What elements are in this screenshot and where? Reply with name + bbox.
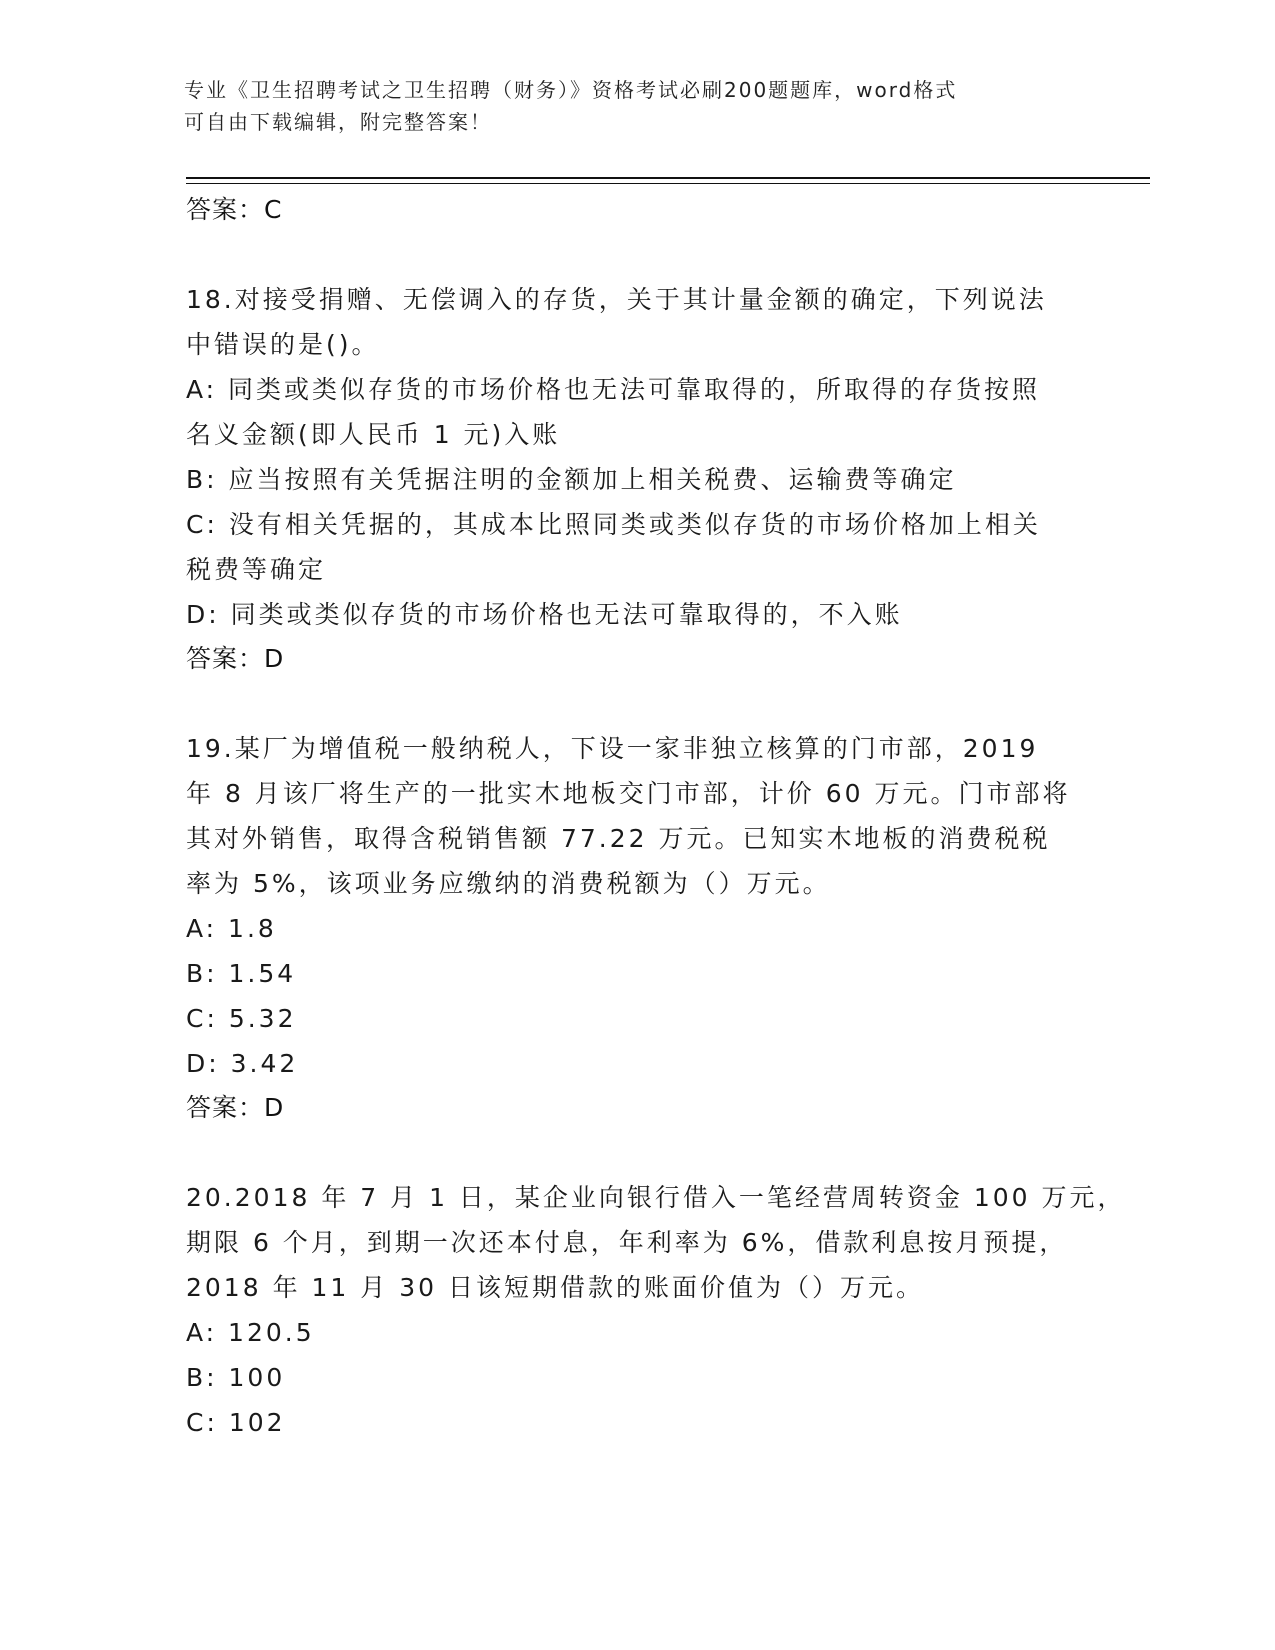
question-20 [186,1175,1126,1445]
option-a [186,906,1086,951]
option-line: B: 100 [186,1363,286,1392]
question-stem [186,277,1086,367]
option-line: D: 同类或类似存货的市场价格也无法可靠取得的，不入账 [186,600,903,629]
option-line: A: 同类或类似存货的市场价格也无法可靠取得的，所取得的存货按照 [186,375,1041,404]
option-c [186,1400,1086,1445]
document-header [184,74,1064,138]
option-line: C: 5.32 [186,1004,297,1033]
question-stem [186,726,1086,906]
option-line: B: 1.54 [186,959,297,988]
stem-line: 中错误的是()。 [186,330,380,359]
spacer [186,232,1086,277]
question-content [186,188,1126,1445]
header-divider [186,177,1150,179]
question-18 [186,277,1086,681]
header-divider-thin [186,183,1150,184]
option-line: B: 应当按照有关凭据注明的金额加上相关税费、运输费等确定 [186,465,957,494]
stem-line: 19.某厂为增值税一般纳税人，下设一家非独立核算的门市部，2019 [186,734,1039,763]
option-b [186,1355,1086,1400]
option-line: C: 102 [186,1408,286,1437]
answer-line: 答案：D [186,1093,285,1122]
option-b [186,951,1086,996]
option-c [186,502,1086,592]
stem-line: 年 8 月该厂将生产的一批实木地板交门市部，计价 60 万元。门市部将 [186,779,1071,808]
option-b [186,457,1086,502]
stem-line: 期限 6 个月，到期一次还本付息，年利率为 6%，借款利息按月预提， [186,1228,1068,1257]
answer-line: 答案：C [186,195,283,224]
stem-line: 20.2018 年 7 月 1 日，某企业向银行借入一笔经营周转资金 100 万元， [186,1183,1126,1212]
spacer [186,681,1086,726]
option-line: A: 120.5 [186,1318,315,1347]
option-line: 税费等确定 [186,555,327,584]
option-line: A: 1.8 [186,914,277,943]
option-a [186,1310,1086,1355]
option-c [186,996,1086,1041]
stem-line: 其对外销售，取得含税销售额 77.22 万元。已知实木地板的消费税税 [186,824,1051,853]
spacer [186,1130,1086,1175]
answer-line: 答案：D [186,644,285,673]
option-d [186,592,1086,637]
header-line: 专业《卫生招聘考试之卫生招聘（财务）》资格考试必刷200题题库，word格式 [184,78,958,102]
option-line: C: 没有相关凭据的，其成本比照同类或类似存货的市场价格加上相关 [186,510,1041,539]
option-d [186,1041,1086,1086]
option-a [186,367,1086,457]
stem-line: 率为 5%，该项业务应缴纳的消费税额为（）万元。 [186,869,831,898]
question-19 [186,726,1086,1130]
option-line: D: 3.42 [186,1049,299,1078]
question-stem [186,1175,1126,1310]
stem-line: 2018 年 11 月 30 日该短期借款的账面价值为（）万元。 [186,1273,924,1302]
stem-line: 18.对接受捐赠、无偿调入的存货，关于其计量金额的确定，下列说法 [186,285,1047,314]
option-line: 名义金额(即人民币 1 元)入账 [186,420,561,449]
header-line: 可自由下载编辑，附完整答案！ [184,110,492,134]
